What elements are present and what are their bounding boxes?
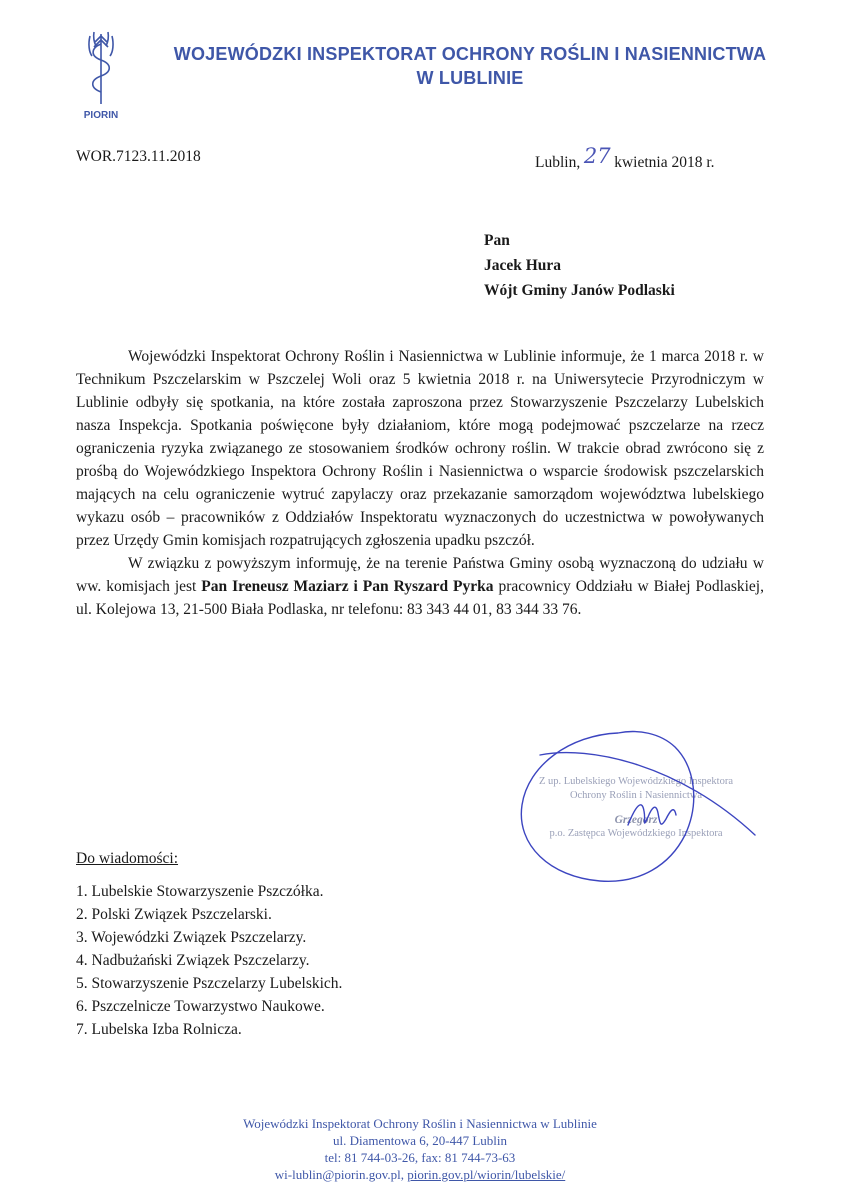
- stamp-name: Grzegorz: [614, 814, 658, 826]
- handwritten-day: 27: [583, 144, 611, 168]
- list-item: 2. Polski Związek Pszczelarski.: [76, 906, 272, 923]
- body-paragraph-2: [76, 552, 764, 621]
- distribution-items: [76, 880, 342, 1041]
- list-item: 1. Lubelskie Stowarzyszenie Pszczółka.: [76, 883, 324, 900]
- date-suffix: kwietnia 2018 r.: [614, 154, 715, 171]
- designated-persons: Pan Ireneusz Maziarz i Pan Ryszard Pyrka: [201, 578, 494, 595]
- letter-date: [535, 144, 715, 172]
- logo-text: PIORIN: [83, 110, 119, 121]
- body-paragraph-1: Wojewódzki Inspektorat Ochrony Roślin i Nasiennictwa w Lublinie informuje, że 1 marca 2018 r. w Technikum Pszczelarskim w Pszczelej Woli oraz 5 kwietnia 2018 r. na Uniwersytecie Przyrodniczym w Lublinie odbyły się spotkania, na które została zaproszona przez Stowarzyszenie Pszczelarzy Lubelskich nasza Inspekcja. Spotkania poświęcone były działaniom, które mogą podejmować pszczelarze na rzecz ograniczenia ryzyka związanego ze stosowaniem środków ochrony roślin. W trakcie obrad zwrócono się z prośbą do Wojewódzkiego Inspektora Ochrony Roślin i Nasiennictwa o wsparcie środowisk pszczelarskich mających na celu ograniczenie wytruć zapylaczy oraz przekazanie samorządom województwa lubelskiego wykazu osób – pracowników z Oddziałów Inspektoratu wyznaczonych do uczestnictwa w powoływanych przez Urzędy Gmin komisjach rozpatrujących zgłoszenia upadku pszczół.: [76, 348, 764, 549]
- recipient-name: Jacek Hura: [484, 257, 562, 274]
- header-title-line2: W LUBLINIE: [416, 68, 524, 88]
- list-item: 3. Wojewódzki Związek Pszczelarzy.: [76, 929, 307, 946]
- stamp-line-4: p.o. Zastępca Wojewódzkiego Inspektora: [549, 828, 723, 839]
- paragraph-2-start: W związku z powyższym informuję, że na terenie Państwa Gminy osobą wyznaczoną do udziału w ww. komisjach jest: [76, 555, 764, 595]
- distribution-list: [76, 847, 342, 1041]
- paragraph-2-end: pracownicy Oddziału w Białej Podlaskiej, ul. Kolejowa 13, 21-500 Biała Podlaska, nr telefonu: 83 343 44 01, 83 344 33 76.: [76, 578, 764, 618]
- footer-contact: [150, 1115, 690, 1183]
- list-item: 4. Nadbużański Związek Pszczelarzy.: [76, 952, 310, 969]
- recipient-block: [484, 228, 675, 303]
- stamp-line-2: Ochrony Roślin i Nasiennictwa: [569, 790, 703, 801]
- letter-body: [76, 345, 764, 621]
- handwritten-signature: [510, 725, 770, 885]
- footer-separator: ,: [400, 1167, 408, 1182]
- stamp-line-1: Z up. Lubelskiego Wojewódzkiego Inspektora: [538, 776, 734, 787]
- recipient-title: Wójt Gminy Janów Podlaski: [484, 282, 675, 299]
- date-prefix: Lublin,: [535, 154, 581, 171]
- footer-links: [150, 1166, 690, 1183]
- distribution-title: Do wiadomości:: [76, 850, 179, 867]
- footer-website-link[interactable]: piorin.gov.pl/wiorin/lubelskie/: [407, 1167, 566, 1182]
- reference-number: WOR.7123.11.2018: [76, 148, 201, 165]
- footer-institution: Wojewódzki Inspektorat Ochrony Roślin i Nasiennictwa w Lublinie: [243, 1116, 597, 1131]
- list-item: 5. Stowarzyszenie Pszczelarzy Lubelskich.: [76, 975, 343, 992]
- header-title-line1: WOJEWÓDZKI INSPEKTORAT OCHRONY ROŚLIN I NASIENNICTWA: [173, 44, 767, 64]
- list-item: 6. Pszczelnicze Towarzystwo Naukowe.: [76, 998, 325, 1015]
- piorin-logo: [76, 30, 126, 122]
- footer-phone: tel: 81 744-03-26, fax: 81 744-73-63: [324, 1150, 516, 1165]
- list-item: 7. Lubelska Izba Rolnicza.: [76, 1021, 242, 1038]
- footer-address: ul. Diamentowa 6, 20-447 Lublin: [332, 1133, 508, 1148]
- recipient-salutation: Pan: [484, 232, 510, 249]
- footer-email[interactable]: wi-lublin@piorin.gov.pl: [274, 1167, 401, 1182]
- institution-header: [150, 42, 790, 90]
